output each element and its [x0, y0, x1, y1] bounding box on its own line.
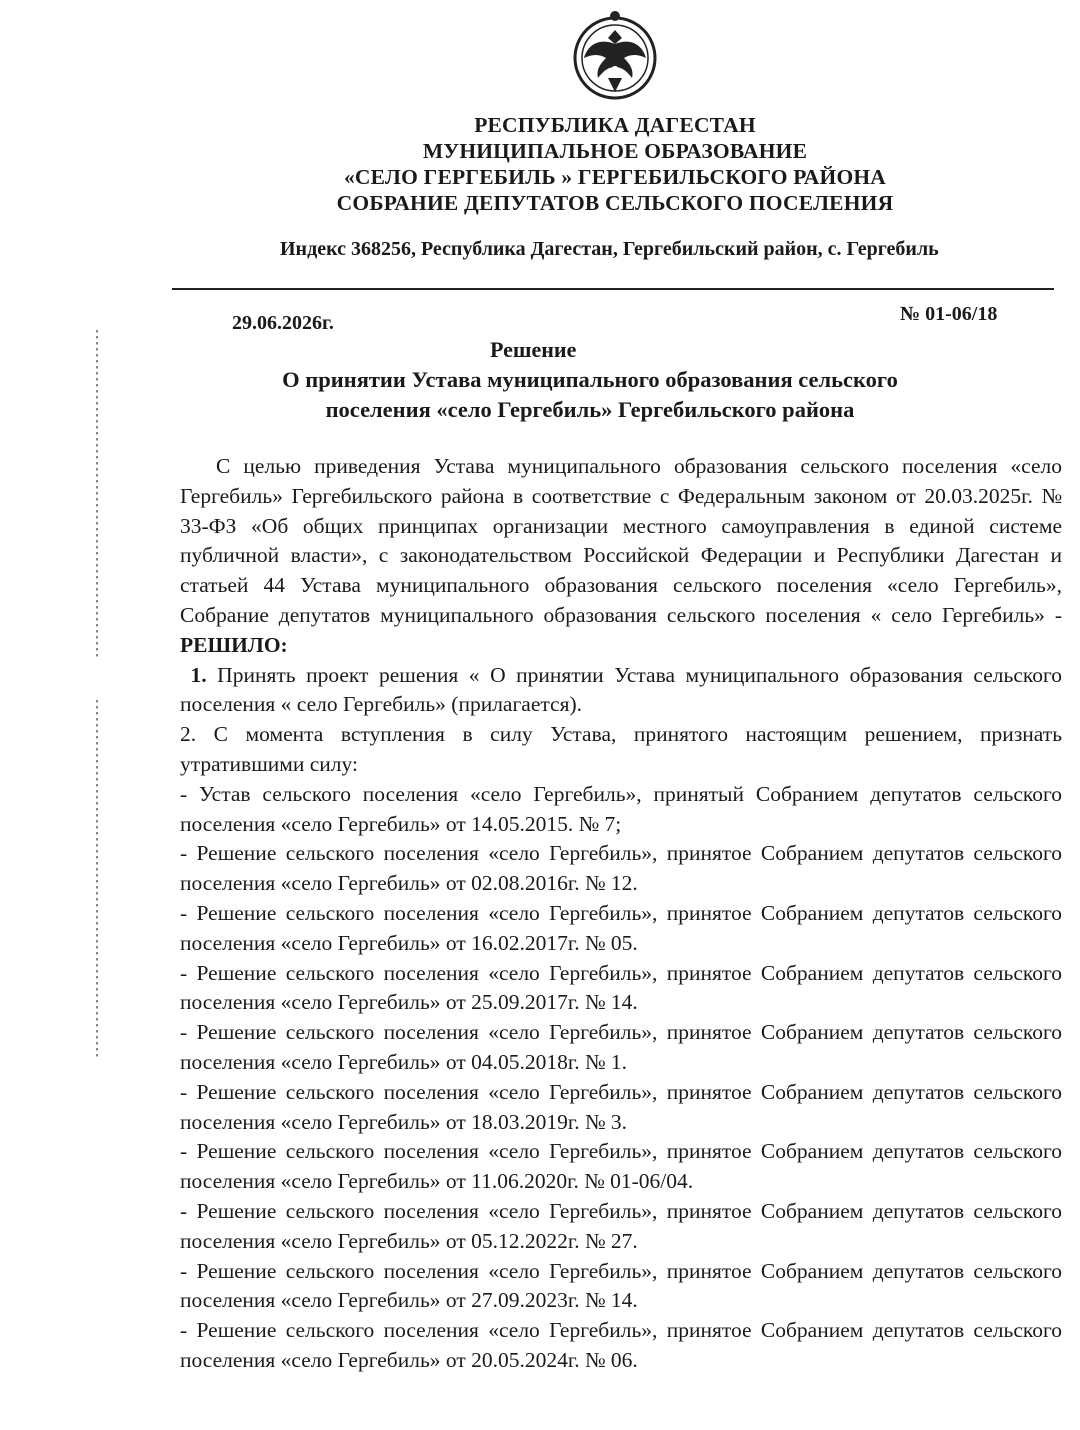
- document-title: [200, 365, 980, 425]
- repealed-item: - Решение сельского поселения «село Гергебиль», принятое Собранием депутатов сельского поселения «село Гергебиль» от 05.12.2022г. № 27.: [180, 1198, 1062, 1253]
- header-municipality: МУНИЦИПАЛЬНОЕ ОБРАЗОВАНИЕ: [422, 139, 808, 163]
- title-line-2: поселения «село Гергебиль» Гергебильского района: [325, 397, 855, 422]
- repealed-item: - Устав сельского поселения «село Гергебиль», принятый Собранием депутатов сельского поселения «село Гергебиль» от 14.05.2015. № 7;: [180, 781, 1062, 836]
- margin-scan-mark: [96, 330, 98, 660]
- preamble-paragraph: [180, 452, 1062, 661]
- header-divider: [172, 288, 1054, 290]
- address-line: Индекс 368256, Республика Дагестан, Гергебильский район, с. Гергебиль: [280, 238, 939, 260]
- organization-header: [300, 112, 930, 216]
- repealed-item: - Решение сельского поселения «село Гергебиль», принятое Собранием депутатов сельского поселения «село Гергебиль» от 04.05.2018г. № 1.: [180, 1020, 1062, 1074]
- coat-of-arms-icon: [570, 8, 660, 103]
- document-date: 29.06.2026г.: [232, 312, 334, 334]
- preamble-text: С целью приведения Устава муниципального образования сельского поселения «село Гергебиль» Гергебильского района в соответствие с Федеральным законом от 20.03.2025г. № 33-ФЗ «Об общих принципах организации местного самоуправления в единой системе публичной власти», с законодательством Российской Федерации и Республики Дагестан и статьей 44 Устава муниципального образования сельского поселения «село Гергебиль», Собрание депутатов муниципального образования сельского поселения « село Гергебиль» -: [180, 454, 1062, 627]
- item-1-number: 1.: [190, 662, 207, 687]
- repealed-item: - Решение сельского поселения «село Гергебиль», принятое Собранием депутатов сельского поселения «село Гергебиль» от 11.06.2020г. № 01-06/04.: [180, 1139, 1062, 1194]
- repealed-item: - Решение сельского поселения «село Гергебиль», принятое Собранием депутатов сельского поселения «село Гергебиль» от 25.09.2017г. № 14.: [180, 960, 1062, 1015]
- item-2: 2. С момента вступления в силу Устава, принятого настоящим решением, признать утратившими силу:: [180, 722, 1062, 776]
- repealed-item: - Решение сельского поселения «село Гергебиль», принятое Собранием депутатов сельского поселения «село Гергебиль» от 27.09.2023г. № 14.: [180, 1258, 1062, 1313]
- repealed-item: - Решение сельского поселения «село Гергебиль», принятое Собранием депутатов сельского поселения «село Гергебиль» от 16.02.2017г. № 05.: [180, 900, 1062, 955]
- item-1: [180, 661, 1062, 721]
- document-type: Решение: [490, 337, 577, 362]
- title-line-1: О принятии Устава муниципального образования сельского: [282, 367, 898, 392]
- repealed-item: - Решение сельского поселения «село Гергебиль», принятое Собранием депутатов сельского поселения «село Гергебиль» от 02.08.2016г. № 12.: [180, 841, 1062, 896]
- document-number: № 01-06/18: [900, 303, 998, 325]
- header-village: «СЕЛО ГЕРГЕБИЛЬ » ГЕРГЕБИЛЬСКОГО РАЙОНА: [343, 165, 887, 189]
- header-assembly: СОБРАНИЕ ДЕПУТАТОВ СЕЛЬСКОГО ПОСЕЛЕНИЯ: [336, 191, 894, 215]
- resolved-keyword: РЕШИЛО:: [180, 632, 288, 657]
- document-body: [180, 452, 1062, 1376]
- repealed-item: - Решение сельского поселения «село Гергебиль», принятое Собранием депутатов сельского поселения «село Гергебиль» от 20.05.2024г. № 06.: [180, 1318, 1062, 1372]
- item-1-text: Принять проект решения « О принятии Устава муниципального образования сельского поселения « село Гергебиль» (прилагается).: [180, 662, 1062, 717]
- header-republic: РЕСПУБЛИКА ДАГЕСТАН: [474, 113, 756, 137]
- margin-scan-mark: [96, 700, 98, 1060]
- repealed-item: - Решение сельского поселения «село Гергебиль», принятое Собранием депутатов сельского поселения «село Гергебиль» от 18.03.2019г. № 3.: [180, 1079, 1062, 1134]
